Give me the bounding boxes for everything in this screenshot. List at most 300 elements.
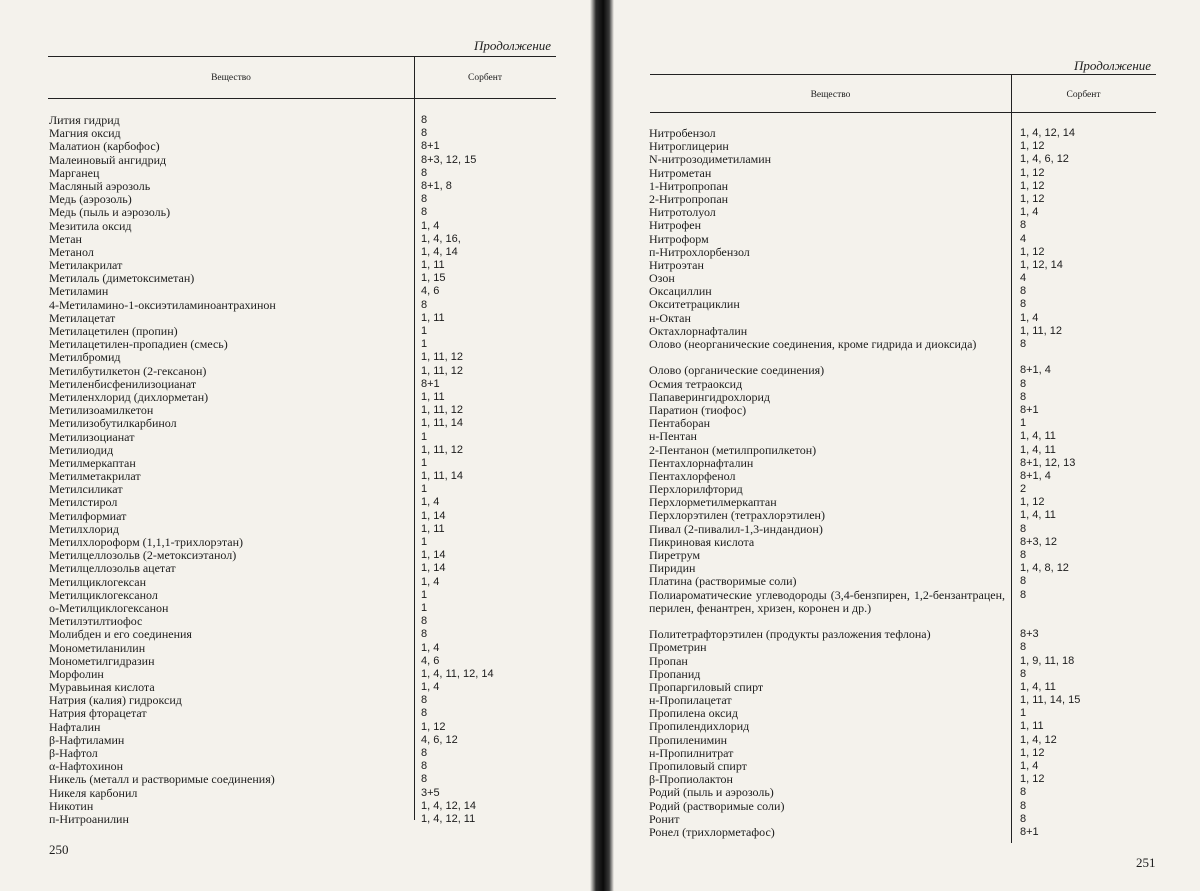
- sorbent-value: 1: [421, 456, 428, 469]
- sorbent-value: 8+3, 12, 15: [421, 153, 477, 166]
- table-row: [49, 562, 556, 575]
- sorbent-value: 8+1, 12, 13: [1020, 456, 1076, 469]
- table-row: [49, 299, 556, 312]
- table-row: [49, 246, 556, 259]
- table-row: [49, 589, 556, 602]
- table-row: [649, 562, 1156, 575]
- substance-name: Метилхлорид: [49, 522, 120, 536]
- substance-name: Метилаль (диметоксиметан): [49, 272, 195, 286]
- table-row: [49, 681, 556, 694]
- substance-name: Метилацетилен (пропин): [49, 325, 178, 338]
- table-row: [649, 153, 1156, 166]
- substance-name: Метилиодид: [49, 443, 114, 457]
- sorbent-value: 1, 4, 8, 12: [1020, 562, 1069, 575]
- sorbent-value: 8: [1020, 219, 1027, 232]
- header-sorbent: Сорбент: [468, 73, 502, 83]
- substance-name: Полиароматические углеводороды (3,4-бензпирен, 1,2-бензантрацен, перилен, фенантрен, хризен, коронен и др.): [649, 588, 1005, 615]
- sorbent-value: 1: [421, 338, 428, 351]
- table-row: [49, 787, 556, 800]
- sorbent-value: 1, 11, 12: [421, 404, 463, 417]
- substance-name: Олово (неорганические соединения, кроме гидрида и диоксида): [649, 338, 977, 351]
- sorbent-value: 8: [1020, 575, 1027, 588]
- table-row: [49, 549, 556, 562]
- table-row: [49, 140, 556, 153]
- table-row: [649, 259, 1156, 272]
- sorbent-value: 8: [1020, 786, 1027, 799]
- table-row: [649, 206, 1156, 219]
- sorbent-value: 1, 4: [421, 219, 440, 232]
- substance-name: β-Нафтол: [49, 747, 98, 760]
- sorbent-value: 1, 12: [1020, 179, 1045, 192]
- sorbent-value: 1: [421, 483, 428, 496]
- substance-name: Молибден и его соединения: [49, 628, 192, 642]
- substance-name: 2-Пентанон (метилпропилкетон): [649, 443, 817, 457]
- table-row: [49, 668, 556, 681]
- sorbent-value: 8: [421, 206, 428, 219]
- table-row: [649, 127, 1156, 140]
- substance-name: Ронел (трихлорметафос): [649, 825, 775, 839]
- table-row: [49, 114, 556, 127]
- substance-name: Пропан: [649, 654, 688, 668]
- table-row: [649, 826, 1156, 839]
- sorbent-value: 1, 4: [421, 575, 440, 588]
- substance-name: Пропаргиловый спирт: [649, 680, 764, 694]
- substance-name: Метилхлороформ (1,1,1-трихлорэтан): [49, 536, 244, 549]
- sorbent-value: 1, 4: [421, 641, 440, 654]
- table-row: [49, 721, 556, 734]
- sorbent-value: 1, 11, 14: [421, 417, 463, 430]
- table-row: [649, 589, 1156, 629]
- substance-name: Метиламин: [49, 285, 109, 299]
- sorbent-value: 1, 11: [421, 259, 445, 272]
- table-row: [649, 219, 1156, 232]
- sorbent-value: 1, 12: [1020, 746, 1045, 759]
- table-row: [49, 655, 556, 668]
- sorbent-value: 1, 4: [1020, 311, 1039, 324]
- sorbent-value: 8: [1020, 641, 1027, 654]
- table-row: [649, 786, 1156, 799]
- page-number: 250: [49, 842, 69, 857]
- sorbent-value: 8+1: [1020, 825, 1039, 838]
- sorbent-value: 8: [421, 707, 428, 720]
- table-row: [49, 747, 556, 760]
- page-number: 251: [1136, 855, 1156, 870]
- sorbent-value: 4: [1020, 272, 1027, 285]
- sorbent-value: 1, 12: [1020, 140, 1045, 153]
- sorbent-value: 4, 6: [421, 654, 440, 667]
- substance-name: Оксациллин: [649, 285, 712, 299]
- sorbent-value: 1, 12, 14: [1020, 258, 1063, 271]
- substance-name: Платина (растворимые соли): [649, 575, 797, 589]
- table-row: [649, 668, 1156, 681]
- sorbent-value: 4: [1020, 232, 1027, 245]
- sorbent-value: 8: [421, 298, 428, 311]
- sorbent-value: 1, 11: [1020, 720, 1044, 733]
- substance-name: Метилсиликат: [49, 483, 123, 497]
- substance-name: Пентаборан: [649, 417, 710, 431]
- sorbent-value: 8+1: [421, 140, 440, 153]
- table-row: [49, 760, 556, 773]
- substance-name: Нитрофен: [649, 219, 702, 233]
- substance-name: 2-Нитропропан: [649, 192, 729, 206]
- table-row: [49, 285, 556, 298]
- header-rule: [650, 112, 1156, 113]
- table-row: [49, 470, 556, 483]
- sorbent-value: 1, 4, 11: [1020, 509, 1056, 522]
- substance-name: Метилацетилен-пропадиен (смесь): [49, 338, 228, 352]
- table-row: [49, 602, 556, 615]
- sorbent-value: 1, 12: [1020, 773, 1045, 786]
- substance-name: Метиленбисфенилизоцианат: [49, 377, 197, 391]
- table-top-rule: [650, 74, 1156, 75]
- substance-name: Пропилена оксид: [649, 707, 738, 721]
- sorbent-value: 1, 14: [421, 562, 446, 575]
- substance-name: Нафталин: [49, 720, 101, 734]
- substance-table: [49, 114, 556, 826]
- sorbent-value: 8: [421, 127, 428, 140]
- substance-name: β-Нафтиламин: [49, 733, 125, 747]
- table-row: [649, 707, 1156, 720]
- sorbent-value: 1, 4, 12, 11: [421, 812, 476, 825]
- table-row: [649, 720, 1156, 733]
- substance-name: Малатион (карбофос): [49, 140, 160, 154]
- sorbent-value: 1, 4, 6, 12: [1020, 153, 1069, 166]
- sorbent-value: 1, 14: [421, 549, 446, 562]
- table-row: [649, 338, 1156, 364]
- sorbent-value: 8: [421, 760, 428, 773]
- sorbent-value: 1, 11, 12: [421, 351, 463, 364]
- table-row: [49, 773, 556, 786]
- substance-name: Метилциклогексанол: [49, 588, 158, 602]
- table-row: [49, 694, 556, 707]
- table-row: [49, 180, 556, 193]
- substance-name: Натрия (калия) гидроксид: [49, 694, 182, 708]
- sorbent-value: 1: [1020, 417, 1027, 430]
- substance-name: Метилмеркаптан: [49, 456, 136, 470]
- table-row: [649, 575, 1156, 588]
- substance-name: Метилциклогексан: [49, 575, 146, 589]
- table-row: [49, 536, 556, 549]
- table-row: [649, 483, 1156, 496]
- substance-name: Метилизоцианат: [49, 430, 135, 444]
- table-row: [649, 378, 1156, 391]
- table-row: [649, 457, 1156, 470]
- sorbent-value: 8+1, 4: [1020, 364, 1051, 377]
- substance-name: Политетрафторэтилен (продукты разложения тефлона): [649, 628, 931, 642]
- table-row: [649, 470, 1156, 483]
- header-substance: Вещество: [211, 73, 251, 83]
- sorbent-value: 8: [421, 193, 428, 206]
- table-row: [49, 417, 556, 430]
- substance-name: Магния оксид: [49, 127, 121, 141]
- table-row: [49, 365, 556, 378]
- sorbent-value: 8: [421, 166, 428, 179]
- table-row: [49, 272, 556, 285]
- table-row: [649, 734, 1156, 747]
- sorbent-value: 1: [421, 430, 428, 443]
- substance-name: Натрия фторацетат: [49, 707, 147, 721]
- table-row: [649, 404, 1156, 417]
- substance-name: Окситетрациклин: [649, 298, 740, 312]
- substance-name: Монометилгидразин: [49, 654, 155, 668]
- substance-name: Метилацетат: [49, 311, 116, 325]
- sorbent-value: 1, 4: [421, 681, 440, 694]
- sorbent-value: 8+3, 12: [1020, 535, 1058, 548]
- substance-name: Нитрометан: [649, 166, 712, 180]
- table-row: [649, 681, 1156, 694]
- table-row: [649, 430, 1156, 443]
- substance-name: Перхлорилфторид: [649, 483, 743, 497]
- substance-name: Пентахлорфенол: [649, 469, 736, 483]
- sorbent-value: 1, 11, 12: [1020, 324, 1062, 337]
- substance-name: Нитротолуол: [649, 206, 716, 220]
- left-page: [0, 0, 595, 891]
- substance-name: Пиридин: [649, 562, 696, 576]
- substance-name: Метилформиат: [49, 509, 127, 523]
- substance-name: Прометрин: [649, 641, 707, 655]
- substance-name: Нитробензол: [649, 127, 716, 140]
- table-row: [649, 747, 1156, 760]
- table-row: [649, 509, 1156, 522]
- sorbent-value: 8+1, 8: [421, 179, 452, 192]
- table-row: [49, 404, 556, 417]
- table-row: [49, 127, 556, 140]
- substance-name: Осмия тетраоксид: [649, 377, 743, 391]
- substance-name: Пропиленимин: [649, 733, 728, 747]
- sorbent-value: 1, 11: [421, 311, 445, 324]
- sorbent-value: 8: [1020, 285, 1027, 298]
- sorbent-value: 1, 4: [421, 496, 440, 509]
- substance-name: Метилметакрилат: [49, 470, 141, 484]
- table-row: [49, 510, 556, 523]
- substance-name: Масляный аэрозоль: [49, 179, 151, 193]
- table-row: [49, 615, 556, 628]
- right-page: [612, 0, 1200, 891]
- table-row: [49, 312, 556, 325]
- table-row: [49, 338, 556, 351]
- table-row: [649, 536, 1156, 549]
- substance-name: Паратион (тиофос): [649, 403, 747, 417]
- substance-name: Метилакрилат: [49, 259, 123, 273]
- substance-name: Никеля карбонил: [49, 786, 138, 800]
- sorbent-value: 8: [1020, 377, 1027, 390]
- sorbent-value: 1, 11: [421, 390, 445, 403]
- table-row: [649, 417, 1156, 430]
- sorbent-value: 1, 12: [1020, 166, 1045, 179]
- table-row: [49, 457, 556, 470]
- sorbent-value: 1, 4, 11: [1020, 430, 1056, 443]
- table-row: [649, 628, 1156, 641]
- table-row: [649, 364, 1156, 377]
- table-row: [649, 140, 1156, 153]
- sorbent-value: 3+5: [421, 786, 440, 799]
- substance-name: Папаверингидрохлорид: [649, 390, 771, 404]
- substance-name: Мезитила оксид: [49, 219, 132, 233]
- table-row: [649, 641, 1156, 654]
- table-row: [49, 628, 556, 641]
- substance-name: Родий (пыль и аэрозоль): [649, 786, 774, 800]
- substance-name: Пропиловый спирт: [649, 760, 747, 774]
- substance-name: Марганец: [49, 166, 100, 180]
- table-row: [649, 246, 1156, 259]
- substance-name: Нитроглицерин: [649, 140, 729, 154]
- table-row: [649, 773, 1156, 786]
- sorbent-value: 1: [1020, 707, 1027, 720]
- table-row: [649, 167, 1156, 180]
- sorbent-value: 1, 9, 11, 18: [1020, 654, 1075, 667]
- sorbent-value: 1, 4, 16,: [421, 232, 461, 245]
- header-substance: Вещество: [810, 90, 851, 100]
- sorbent-value: 1, 4: [1020, 206, 1039, 219]
- substance-name: N-нитрозодиметиламин: [649, 153, 772, 167]
- substance-name: Метилизоамилкетон: [49, 404, 154, 418]
- table-row: [49, 206, 556, 219]
- substance-name: 1-Нитропропан: [649, 179, 729, 193]
- sorbent-value: 1, 12: [1020, 245, 1045, 258]
- sorbent-value: 8: [421, 773, 428, 786]
- sorbent-value: 8: [1020, 799, 1027, 812]
- substance-name: Монометиланилин: [49, 641, 146, 655]
- table-row: [49, 523, 556, 536]
- table-row: [49, 325, 556, 338]
- table-row: [49, 642, 556, 655]
- table-row: [649, 813, 1156, 826]
- substance-name: Перхлорэтилен (тетрахлорэтилен): [649, 509, 825, 523]
- substance-name: Метилэтилтиофос: [49, 615, 143, 629]
- sorbent-value: 4, 6: [421, 285, 440, 298]
- table-row: [649, 760, 1156, 773]
- sorbent-value: 1, 12: [421, 720, 446, 733]
- sorbent-value: 1, 4, 14: [421, 245, 458, 258]
- table-row: [49, 167, 556, 180]
- sorbent-value: 1, 4, 12: [1020, 733, 1057, 746]
- table-row: [649, 193, 1156, 206]
- sorbent-value: 1: [421, 588, 428, 601]
- substance-name: Метилцеллозольв ацетат: [49, 562, 176, 576]
- sorbent-value: 1: [421, 325, 428, 337]
- sorbent-value: 1, 11, 14, 15: [1020, 694, 1081, 707]
- sorbent-value: 1, 4, 11: [1020, 680, 1056, 693]
- sorbent-value: 1, 11, 14: [421, 470, 463, 483]
- table-row: [649, 233, 1156, 246]
- substance-name: н-Пропилнитрат: [649, 746, 734, 760]
- substance-name: н-Октан: [649, 311, 691, 325]
- substance-name: Медь (пыль и аэрозоль): [49, 206, 171, 220]
- table-row: [649, 298, 1156, 311]
- substance-name: Пивал (2-пивалил-1,3-индандион): [649, 522, 823, 536]
- table-row: [49, 378, 556, 391]
- sorbent-value: 8: [1020, 338, 1027, 350]
- substance-name: 4-Метиламино-1-оксиэтиламиноантрахинон: [49, 298, 276, 312]
- substance-name: н-Пропилацетат: [649, 694, 732, 708]
- sorbent-value: 1, 4, 12, 14: [421, 799, 477, 812]
- continuation-label: Продолжение: [474, 38, 552, 53]
- substance-name: п-Нитрохлорбензол: [649, 245, 750, 259]
- sorbent-value: 1, 4, 11: [1020, 443, 1056, 456]
- sorbent-value: 1, 15: [421, 272, 446, 285]
- sorbent-value: 8: [421, 694, 428, 707]
- table-row: [649, 800, 1156, 813]
- substance-name: Ронит: [649, 812, 680, 826]
- sorbent-value: 1, 14: [421, 509, 446, 522]
- sorbent-value: 8: [1020, 298, 1027, 311]
- table-row: [649, 180, 1156, 193]
- table-row: [649, 391, 1156, 404]
- substance-name: п-Нитроанилин: [49, 812, 129, 826]
- table-row: [49, 259, 556, 272]
- substance-name: Озон: [649, 272, 675, 286]
- substance-table: [649, 127, 1156, 839]
- header-sorbent: Сорбент: [1066, 90, 1101, 100]
- table-row: [649, 285, 1156, 298]
- header-rule: [48, 98, 556, 99]
- substance-name: о-Метилциклогексанон: [49, 601, 169, 615]
- sorbent-value: 8: [421, 747, 428, 759]
- table-row: [649, 694, 1156, 707]
- table-row: [649, 444, 1156, 457]
- sorbent-value: 8+1: [421, 377, 440, 390]
- table-row: [49, 444, 556, 457]
- sorbent-value: 8: [421, 615, 428, 628]
- substance-name: Пикриновая кислота: [649, 535, 755, 549]
- substance-name: Метилцеллозольв (2-метоксиэтанол): [49, 549, 237, 563]
- table-row: [649, 325, 1156, 338]
- sorbent-value: 8: [1020, 588, 1027, 601]
- substance-name: Метилбутилкетон (2-гексанон): [49, 364, 207, 378]
- sorbent-value: 8: [421, 114, 428, 126]
- table-row: [49, 351, 556, 364]
- sorbent-value: 4, 6, 12: [421, 733, 458, 746]
- table-row: [649, 655, 1156, 668]
- sorbent-value: 8+1: [1020, 403, 1039, 416]
- substance-name: Никель (металл и растворимые соединения): [49, 773, 275, 787]
- table-row: [49, 193, 556, 206]
- sorbent-value: 8: [1020, 549, 1027, 562]
- sorbent-value: 8: [1020, 667, 1027, 680]
- table-row: [49, 496, 556, 509]
- table-row: [49, 154, 556, 167]
- table-row: [49, 707, 556, 720]
- substance-name: Медь (аэрозоль): [49, 193, 132, 207]
- substance-name: Нитроформ: [649, 232, 709, 246]
- substance-name: Метанол: [49, 245, 94, 259]
- substance-name: Лития гидрид: [49, 114, 120, 127]
- substance-name: Пентахлорнафталин: [649, 456, 754, 470]
- substance-name: Метилизобутилкарбинол: [49, 417, 177, 431]
- substance-name: α-Нафтохинон: [49, 760, 124, 774]
- sorbent-value: 1, 12: [1020, 496, 1045, 509]
- sorbent-value: 1, 11, 12: [421, 364, 463, 377]
- substance-name: Муравьиная кислота: [49, 681, 155, 695]
- substance-name: Перхлорметилмеркаптан: [649, 496, 777, 510]
- substance-name: Октахлорнафталин: [649, 324, 748, 338]
- table-row: [649, 312, 1156, 325]
- table-row: [649, 523, 1156, 536]
- substance-name: β-Пропиолактон: [649, 773, 733, 787]
- table-row: [49, 391, 556, 404]
- table-row: [49, 800, 556, 813]
- table-row: [649, 272, 1156, 285]
- substance-name: Метан: [49, 232, 82, 246]
- sorbent-value: 1, 4, 11, 12, 14: [421, 667, 494, 680]
- sorbent-value: 8: [1020, 522, 1027, 535]
- sorbent-value: 1: [421, 536, 428, 548]
- sorbent-value: 1: [421, 601, 428, 614]
- sorbent-value: 8+3: [1020, 628, 1039, 641]
- table-top-rule: [48, 56, 556, 57]
- substance-name: Родий (растворимые соли): [649, 799, 785, 813]
- sorbent-value: 1, 12: [1020, 192, 1045, 205]
